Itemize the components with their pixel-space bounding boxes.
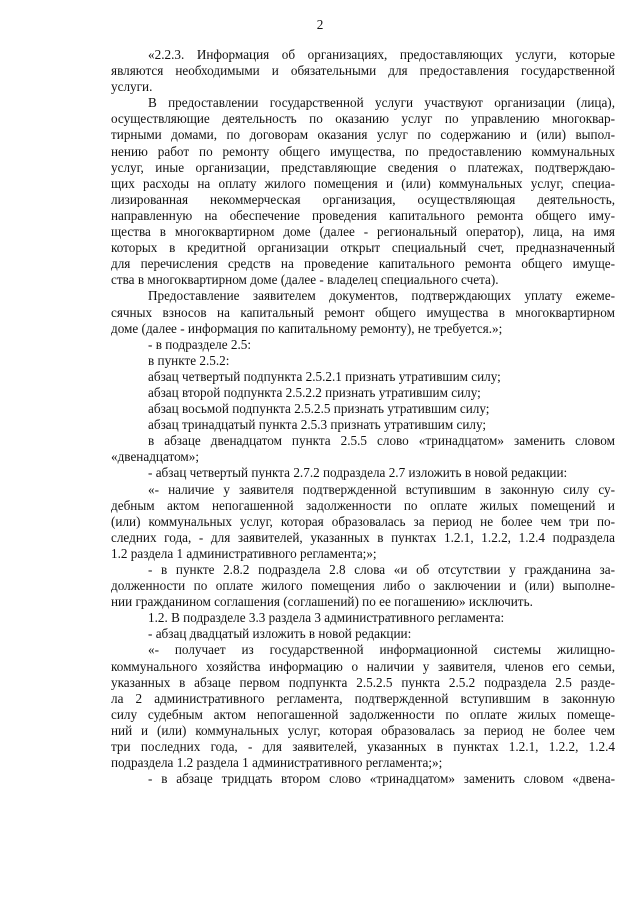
text-line: щества в многоквартирном доме (далее - региональный оператор), лица, на имя — [111, 224, 615, 240]
text-line: В предоставлении государственной услуги участвуют организации (лица), — [148, 95, 615, 111]
text-line: осуществляющие деятельность по оказанию услуг по управлению многоквар- — [111, 111, 615, 127]
text-line: долженности по оплате жилого помещения либо о заключении и (или) выполне- — [111, 578, 615, 594]
text-line: - в пункте 2.8.2 подраздела 2.8 слова «и об отсутствии у гражданина за- — [148, 562, 615, 577]
page-number: 2 — [316, 17, 324, 32]
text-line: сячных взносов на капитальный ремонт общего имущества в многоквартирном — [111, 304, 615, 320]
text-line: 1.2. В подразделе 3.3 раздела 3 административного регламента: — [148, 610, 505, 626]
text-line: Предоставление заявителем документов, подтверждающих уплату ежеме- — [148, 288, 615, 304]
text-line: доме (далее - информация по капитальному ремонту), не требуется.»; — [111, 320, 503, 336]
text-line: - в абзаце тридцать втором слово «тринадцатом» заменить словом «двена- — [148, 771, 615, 787]
text-line: которых в кредитной организации открыт специальный счет, предназначенный — [111, 240, 615, 256]
text-line: подраздела 1.2 раздела 1 административного регламента;»; — [111, 755, 443, 771]
text-line: указанных в абзаце первом подпункта 2.5.2.5 пункта 2.5.2 подраздела 2.5 разде- — [111, 674, 615, 690]
text-line: силу судебным актом непогашенной задолженности по оплате жилых помеще- — [111, 706, 615, 722]
text-line: услуг, иные организации, представляющие сведения о платежах, подтверждаю- — [111, 159, 615, 175]
text-line: в пункте 2.5.2: — [148, 352, 230, 368]
text-line: абзац второй подпункта 2.5.2.2 признать утратившим силу; — [148, 384, 481, 400]
text-line: три последних года, - для заявителей, указанных в пунктах 1.2.1, 1.2.2, 1.2.4 — [111, 739, 615, 755]
text-line: абзац четвертый подпункта 2.5.2.1 признать утратившим силу; — [148, 368, 501, 384]
text-line: - абзац двадцатый изложить в новой редакции: — [148, 626, 412, 642]
text-line: являются необходимыми и обязательными для предоставления государственной — [111, 63, 615, 79]
text-line: «- получает из государственной информационной системы жилищно- — [148, 642, 615, 658]
text-line: 1.2 раздела 1 административного регламента;»; — [111, 545, 377, 561]
text-line: абзац тринадцатый пункта 2.5.3 признать утратившим силу; — [148, 417, 487, 433]
text-line: нии гражданином соглашения (соглашений) по ее погашению» исключить. — [111, 594, 533, 610]
text-line: направленную на обеспечение проведения капитального ремонта общего иму- — [111, 207, 615, 223]
text-line: «двенадцатом»; — [111, 449, 200, 465]
document-body — [111, 47, 615, 787]
text-line: ний и (или) коммунальных услуг, которая образовалась за период не более чем — [111, 722, 615, 738]
text-line: абзац восьмой подпункта 2.5.2.5 признать утратившим силу; — [148, 401, 490, 417]
text-line: тирными домами, по договорам оказания услуг по содержанию и (или) выпол- — [111, 127, 615, 143]
text-line: в абзаце двенадцатом пункта 2.5.5 слово «тринадцатом» заменить словом — [148, 433, 615, 449]
text-line: услуги. — [111, 79, 153, 95]
text-line: нению работ по ремонту общего имущества, по предоставлению коммунальных — [111, 143, 615, 159]
text-line: следних года, - для заявителей, указанных в пунктах 1.2.1, 1.2.2, 1.2.4 подраздела — [111, 529, 615, 545]
text-line: «2.2.3. Информация об организациях, предоставляющих услуги, которые — [148, 47, 615, 62]
text-line: - абзац четвертый пункта 2.7.2 подраздела 2.7 изложить в новой редакции: — [148, 465, 568, 481]
text-line: - в подразделе 2.5: — [148, 336, 252, 352]
text-line: ства в многоквартирном доме (далее - владелец специального счета). — [111, 272, 499, 288]
text-line: лизированная некоммерческая организация, осуществляющая деятельность, — [111, 191, 615, 207]
text-line: ла 2 административного регламента, подтвержденной вступившим в законную — [111, 690, 615, 706]
text-line: щих расходы на оплату жилого помещения и (или) коммунальных услуг, специа- — [111, 175, 615, 191]
text-line: для перечисления средств на проведение капитального ремонта общего имуще- — [111, 256, 615, 272]
text-line: коммунального хозяйства информацию о наличии у заявителя, членов его семьи, — [111, 658, 615, 674]
text-line: дебным актом непогашенной задолженности по оплате жилых помещений и — [111, 497, 615, 513]
text-line: «- наличие у заявителя подтвержденной вступившим в законную силу су- — [148, 481, 615, 497]
text-line: (или) коммунальных услуг, которая образовалась за период не более чем три по- — [111, 513, 615, 529]
